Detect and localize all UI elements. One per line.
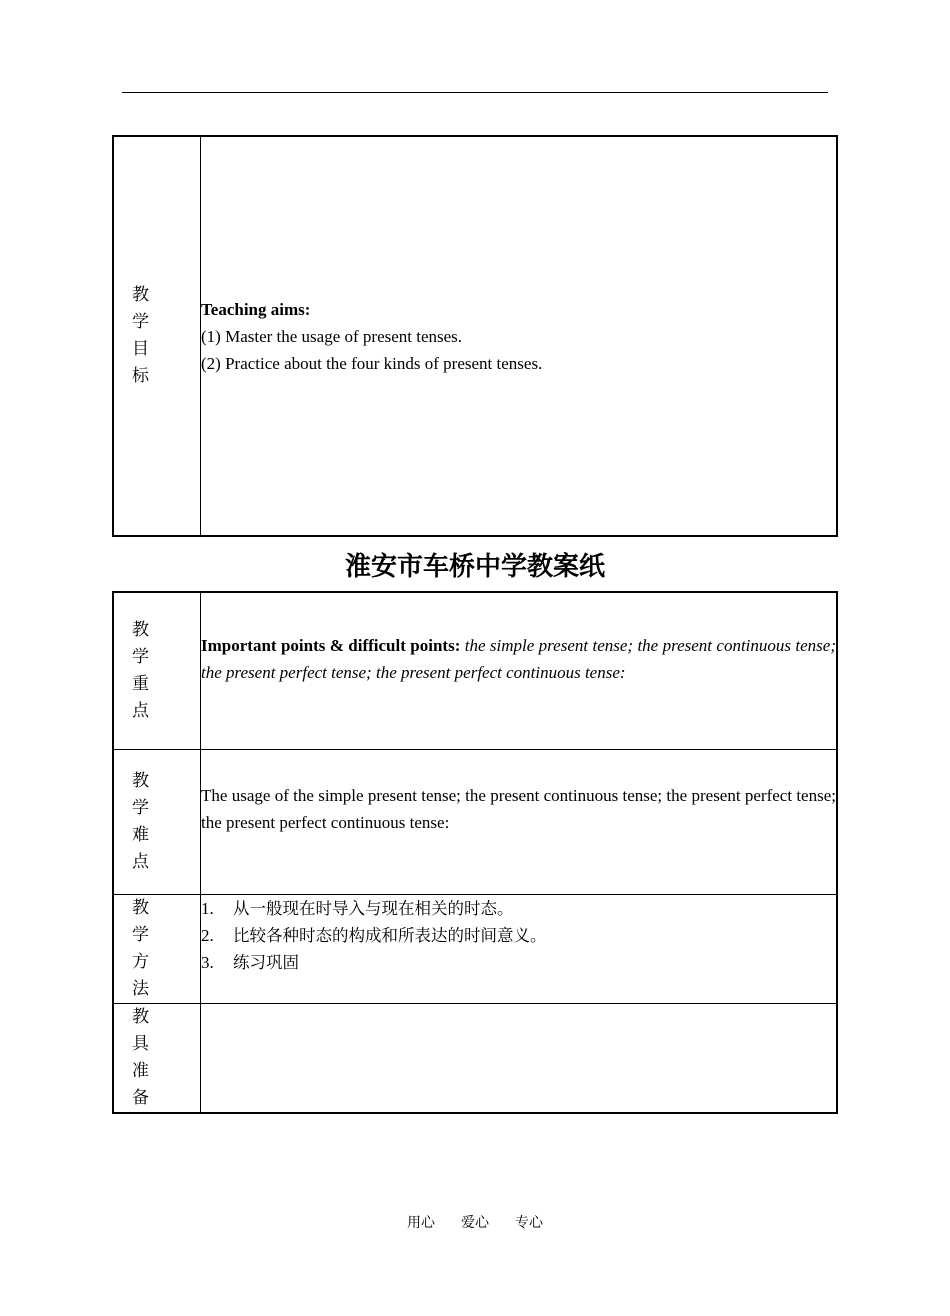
difficulties-row [113, 749, 837, 894]
page-footer [0, 1212, 950, 1232]
key-points-label-cell [113, 592, 201, 749]
aims-item-2: (2) Practice about the four kinds of present tenses. [201, 353, 543, 373]
difficulties-content-cell [201, 749, 838, 894]
teaching-aims-table [112, 135, 838, 537]
tools-content-cell [201, 1003, 838, 1113]
methods-label: 教学 方法 [132, 897, 149, 999]
methods-content-cell [201, 894, 838, 1003]
aims-label: 教学 目标 [132, 285, 149, 386]
aims-label-cell [113, 136, 201, 536]
key-points-heading: Important points & difficult points: [201, 636, 461, 655]
key-points-label: 教学 重点 [132, 619, 149, 721]
method-item: 3. 练习巩固 [201, 952, 299, 972]
aims-heading: Teaching aims: [201, 299, 311, 319]
lesson-plan-table [112, 591, 838, 1114]
tools-row [113, 1003, 837, 1113]
footer-word: 专心 [515, 1215, 543, 1231]
aims-row [113, 136, 837, 536]
difficulties-text: The usage of the simple present tense; the present continuous tense; the present perfect tense; the present perfect continuous tense: [201, 785, 836, 832]
tools-label: 教具 准备 [132, 1006, 149, 1108]
methods-label-cell [113, 894, 201, 1003]
difficulties-label: 教学 难点 [132, 770, 149, 872]
page-title: 淮安市车桥中学教案纸 [344, 552, 605, 582]
aims-content-cell [201, 136, 838, 536]
key-points-content-cell [201, 592, 838, 749]
tools-label-cell [113, 1003, 201, 1113]
key-points-text: the simple present tense; the present continuous tense; the present perfect tense; the present perfect continuous tense: [201, 636, 836, 682]
footer-word: 爱心 [461, 1215, 489, 1231]
method-item: 2. 比较各种时态的构成和所表达的时间意义。 [201, 925, 547, 945]
header-rule [122, 92, 828, 93]
key-points-row [113, 592, 837, 749]
footer-word: 用心 [407, 1215, 435, 1231]
methods-row [113, 894, 837, 1003]
method-item: 1. 从一般现在时导入与现在相关的时态。 [201, 898, 514, 918]
aims-item-1: (1) Master the usage of present tenses. [201, 326, 463, 346]
difficulties-label-cell [113, 749, 201, 894]
